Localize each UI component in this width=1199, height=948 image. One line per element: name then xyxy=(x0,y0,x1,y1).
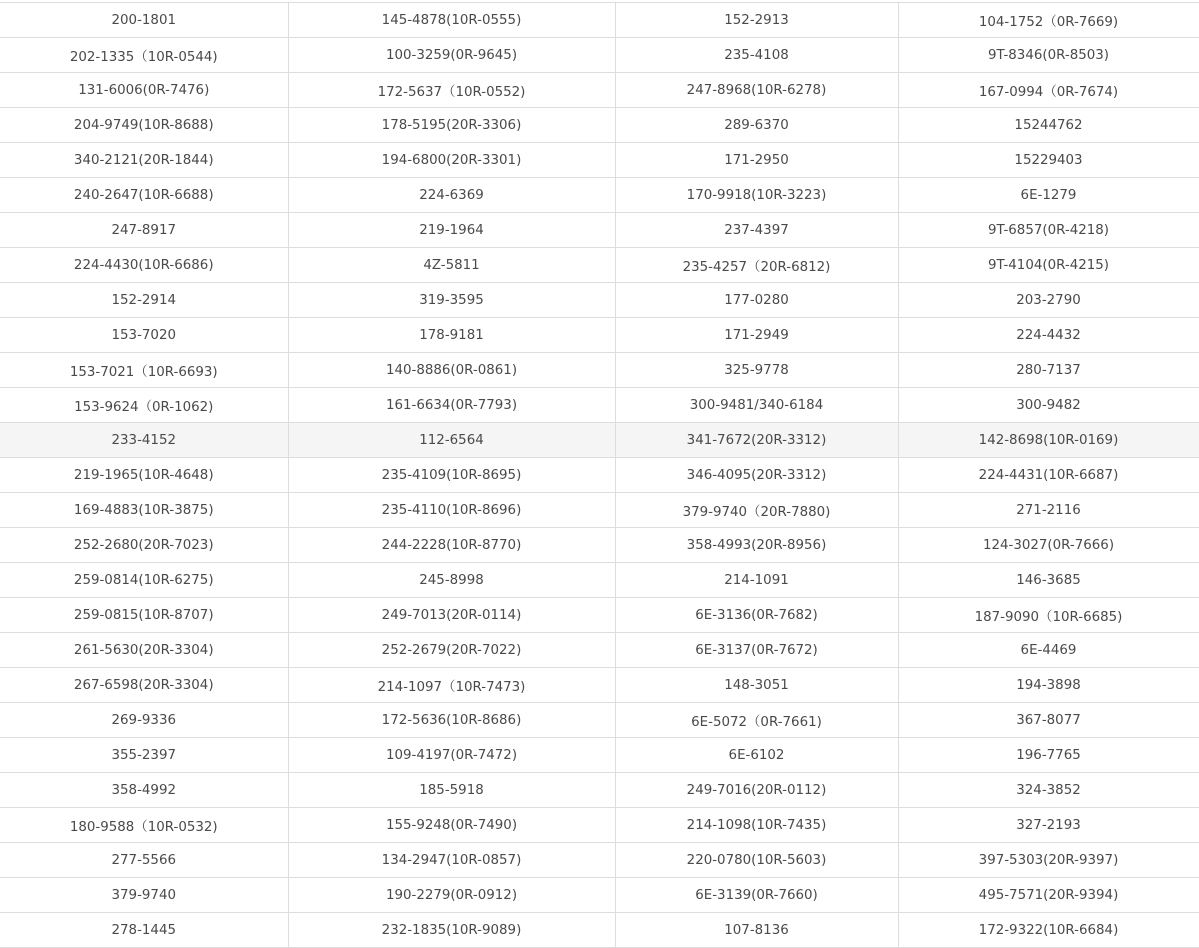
table-row xyxy=(0,73,1199,108)
part-number-cell: 153-7021（10R-6693) xyxy=(0,353,288,388)
table-row xyxy=(0,388,1199,423)
part-number-cell: 247-8917 xyxy=(0,213,288,248)
part-number-cell: 202-1335（10R-0544) xyxy=(0,38,288,73)
part-number-cell: 196-7765 xyxy=(898,738,1199,773)
part-number-cell: 148-3051 xyxy=(615,668,898,703)
part-number-cell: 203-2790 xyxy=(898,283,1199,318)
table-row xyxy=(0,493,1199,528)
table-row xyxy=(0,283,1199,318)
part-number-cell: 104-1752（0R-7669) xyxy=(898,3,1199,38)
part-number-cell: 15229403 xyxy=(898,143,1199,178)
part-number-cell: 187-9090（10R-6685) xyxy=(898,598,1199,633)
part-number-cell: 9T-6857(0R-4218) xyxy=(898,213,1199,248)
part-number-cell: 289-6370 xyxy=(615,108,898,143)
part-number-cell: 152-2913 xyxy=(615,3,898,38)
table-row xyxy=(0,143,1199,178)
part-number-cell: 278-1445 xyxy=(0,913,288,948)
part-number-cell: 194-3898 xyxy=(898,668,1199,703)
part-number-cell: 235-4110(10R-8696) xyxy=(288,493,615,528)
table-row xyxy=(0,3,1199,38)
part-number-cell: 252-2680(20R-7023) xyxy=(0,528,288,563)
table-row xyxy=(0,738,1199,773)
part-number-cell: 277-5566 xyxy=(0,843,288,878)
part-number-cell: 112-6564 xyxy=(288,423,615,458)
part-number-cell: 146-3685 xyxy=(898,563,1199,598)
part-number-cell: 240-2647(10R-6688) xyxy=(0,178,288,213)
table-row xyxy=(0,248,1199,283)
part-number-cell: 346-4095(20R-3312) xyxy=(615,458,898,493)
table-row xyxy=(0,598,1199,633)
parts-table-body xyxy=(0,3,1199,948)
parts-table xyxy=(0,2,1199,948)
part-number-cell: 341-7672(20R-3312) xyxy=(615,423,898,458)
part-number-cell: 358-4992 xyxy=(0,773,288,808)
part-number-cell: 367-8077 xyxy=(898,703,1199,738)
part-number-cell: 6E-1279 xyxy=(898,178,1199,213)
part-number-cell: 170-9918(10R-3223) xyxy=(615,178,898,213)
part-number-cell: 324-3852 xyxy=(898,773,1199,808)
part-number-cell: 172-5636(10R-8686) xyxy=(288,703,615,738)
part-number-cell: 6E-3136(0R-7682) xyxy=(615,598,898,633)
part-number-cell: 4Z-5811 xyxy=(288,248,615,283)
table-row xyxy=(0,458,1199,493)
table-row xyxy=(0,913,1199,948)
part-number-cell: 214-1091 xyxy=(615,563,898,598)
part-number-cell: 153-7020 xyxy=(0,318,288,353)
table-row xyxy=(0,423,1199,458)
part-number-cell: 100-3259(0R-9645) xyxy=(288,38,615,73)
part-number-cell: 15244762 xyxy=(898,108,1199,143)
part-number-cell: 107-8136 xyxy=(615,913,898,948)
part-number-cell: 169-4883(10R-3875) xyxy=(0,493,288,528)
part-number-cell: 252-2679(20R-7022) xyxy=(288,633,615,668)
part-number-cell: 259-0815(10R-8707) xyxy=(0,598,288,633)
part-number-cell: 280-7137 xyxy=(898,353,1199,388)
part-number-cell: 124-3027(0R-7666) xyxy=(898,528,1199,563)
part-number-cell: 131-6006(0R-7476) xyxy=(0,73,288,108)
part-number-cell: 171-2949 xyxy=(615,318,898,353)
part-number-cell: 325-9778 xyxy=(615,353,898,388)
part-number-cell: 224-4430(10R-6686) xyxy=(0,248,288,283)
part-number-cell: 214-1098(10R-7435) xyxy=(615,808,898,843)
part-number-cell: 152-2914 xyxy=(0,283,288,318)
part-number-cell: 245-8998 xyxy=(288,563,615,598)
table-row xyxy=(0,878,1199,913)
table-row xyxy=(0,353,1199,388)
part-number-cell: 237-4397 xyxy=(615,213,898,248)
table-row xyxy=(0,38,1199,73)
part-number-cell: 178-9181 xyxy=(288,318,615,353)
part-number-cell: 6E-5072（0R-7661) xyxy=(615,703,898,738)
table-row xyxy=(0,108,1199,143)
part-number-cell: 178-5195(20R-3306) xyxy=(288,108,615,143)
part-number-cell: 232-1835(10R-9089) xyxy=(288,913,615,948)
part-number-cell: 134-2947(10R-0857) xyxy=(288,843,615,878)
part-number-cell: 204-9749(10R-8688) xyxy=(0,108,288,143)
part-number-cell: 220-0780(10R-5603) xyxy=(615,843,898,878)
part-number-cell: 319-3595 xyxy=(288,283,615,318)
table-row xyxy=(0,773,1199,808)
part-number-cell: 194-6800(20R-3301) xyxy=(288,143,615,178)
part-number-cell: 397-5303(20R-9397) xyxy=(898,843,1199,878)
part-number-cell: 177-0280 xyxy=(615,283,898,318)
part-number-cell: 6E-4469 xyxy=(898,633,1199,668)
table-row xyxy=(0,528,1199,563)
part-number-cell: 379-9740（20R-7880) xyxy=(615,493,898,528)
part-number-cell: 6E-3139(0R-7660) xyxy=(615,878,898,913)
part-number-cell: 180-9588（10R-0532) xyxy=(0,808,288,843)
part-number-cell: 153-9624（0R-1062) xyxy=(0,388,288,423)
part-number-cell: 358-4993(20R-8956) xyxy=(615,528,898,563)
part-number-cell: 109-4197(0R-7472) xyxy=(288,738,615,773)
part-number-cell: 200-1801 xyxy=(0,3,288,38)
part-number-cell: 171-2950 xyxy=(615,143,898,178)
part-number-cell: 327-2193 xyxy=(898,808,1199,843)
part-number-cell: 300-9482 xyxy=(898,388,1199,423)
table-row xyxy=(0,213,1199,248)
part-number-cell: 259-0814(10R-6275) xyxy=(0,563,288,598)
part-number-cell: 145-4878(10R-0555) xyxy=(288,3,615,38)
part-number-cell: 247-8968(10R-6278) xyxy=(615,73,898,108)
part-number-cell: 340-2121(20R-1844) xyxy=(0,143,288,178)
part-number-cell: 235-4108 xyxy=(615,38,898,73)
part-number-cell: 167-0994（0R-7674) xyxy=(898,73,1199,108)
table-row xyxy=(0,633,1199,668)
part-number-cell: 185-5918 xyxy=(288,773,615,808)
table-row xyxy=(0,563,1199,598)
table-row xyxy=(0,843,1199,878)
part-number-cell: 6E-6102 xyxy=(615,738,898,773)
table-row xyxy=(0,318,1199,353)
part-number-cell: 190-2279(0R-0912) xyxy=(288,878,615,913)
part-number-cell: 235-4109(10R-8695) xyxy=(288,458,615,493)
part-number-cell: 155-9248(0R-7490) xyxy=(288,808,615,843)
table-row xyxy=(0,178,1199,213)
part-number-cell: 300-9481/340-6184 xyxy=(615,388,898,423)
part-number-cell: 224-4431(10R-6687) xyxy=(898,458,1199,493)
part-number-cell: 355-2397 xyxy=(0,738,288,773)
part-number-cell: 224-4432 xyxy=(898,318,1199,353)
part-number-cell: 233-4152 xyxy=(0,423,288,458)
part-number-cell: 249-7016(20R-0112) xyxy=(615,773,898,808)
part-number-cell: 219-1965(10R-4648) xyxy=(0,458,288,493)
table-row xyxy=(0,668,1199,703)
part-number-cell: 219-1964 xyxy=(288,213,615,248)
part-number-cell: 172-5637（10R-0552) xyxy=(288,73,615,108)
part-number-cell: 379-9740 xyxy=(0,878,288,913)
part-number-cell: 269-9336 xyxy=(0,703,288,738)
part-number-cell: 271-2116 xyxy=(898,493,1199,528)
part-number-cell: 161-6634(0R-7793) xyxy=(288,388,615,423)
part-number-cell: 261-5630(20R-3304) xyxy=(0,633,288,668)
table-row xyxy=(0,703,1199,738)
part-number-cell: 6E-3137(0R-7672) xyxy=(615,633,898,668)
part-number-cell: 142-8698(10R-0169) xyxy=(898,423,1199,458)
part-number-cell: 214-1097（10R-7473) xyxy=(288,668,615,703)
part-number-cell: 140-8886(0R-0861) xyxy=(288,353,615,388)
part-number-cell: 235-4257（20R-6812) xyxy=(615,248,898,283)
part-number-cell: 244-2228(10R-8770) xyxy=(288,528,615,563)
part-number-cell: 267-6598(20R-3304) xyxy=(0,668,288,703)
part-number-cell: 9T-4104(0R-4215) xyxy=(898,248,1199,283)
part-number-cell: 495-7571(20R-9394) xyxy=(898,878,1199,913)
part-number-cell: 224-6369 xyxy=(288,178,615,213)
table-row xyxy=(0,808,1199,843)
part-number-cell: 9T-8346(0R-8503) xyxy=(898,38,1199,73)
part-number-cell: 249-7013(20R-0114) xyxy=(288,598,615,633)
part-number-cell: 172-9322(10R-6684) xyxy=(898,913,1199,948)
